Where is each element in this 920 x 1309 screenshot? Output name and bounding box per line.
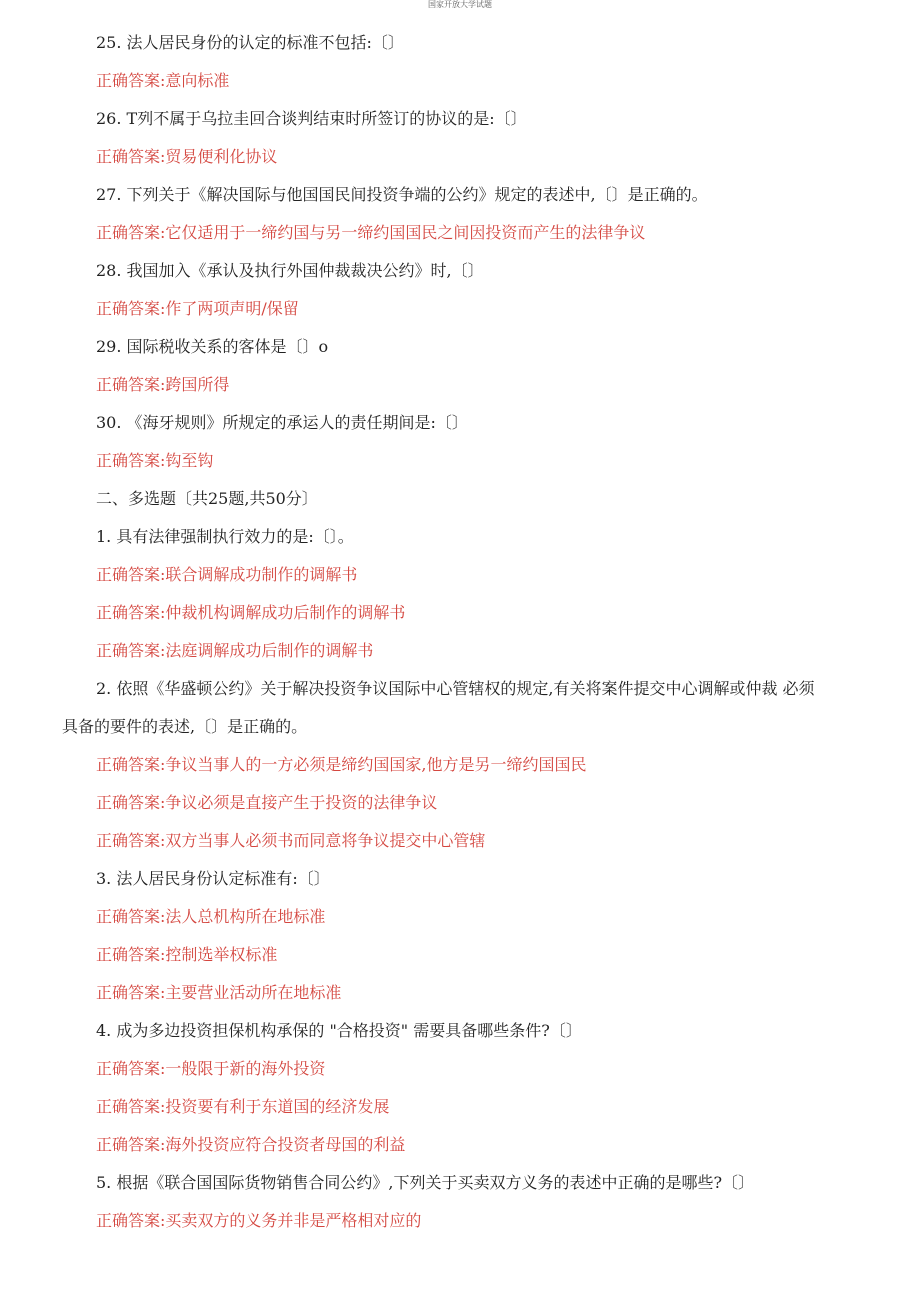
page-header: 国家开放大学试题 (428, 0, 492, 9)
question-line: 29. 国际税收关系的客体是〔〕o (96, 337, 329, 356)
answer-line: 正确答案:主要营业活动所在地标准 (96, 983, 342, 1002)
answer-line: 正确答案:海外投资应符合投资者母国的利益 (96, 1135, 406, 1154)
document-body (0, 24, 920, 1240)
answer-line: 正确答案:争议必须是直接产生于投资的法律争议 (96, 793, 438, 812)
answer-line: 正确答案:双方当事人必须书而同意将争议提交中心管辖 (96, 831, 486, 850)
answer-line: 正确答案:一般限于新的海外投资 (96, 1059, 326, 1078)
question-line: 30. 《海牙规则》所规定的承运人的责任期间是:〔〕 (96, 413, 468, 432)
question-line: 28. 我国加入《承认及执行外国仲裁裁决公约》时,〔〕 (96, 261, 484, 280)
answer-line: 正确答案:法人总机构所在地标准 (96, 907, 326, 926)
answer-line: 正确答案:跨国所得 (96, 375, 230, 394)
section-heading: 二、多选题〔共25题,共50分〕 (96, 489, 318, 508)
answer-line: 正确答案:作了两项声明/保留 (96, 299, 299, 318)
question-line: 2. 依照《华盛顿公约》关于解决投资争议国际中心管辖权的规定,有关将案件提交中心调解或仲裁 必须 (96, 679, 815, 698)
answer-line: 正确答案:法庭调解成功后制作的调解书 (96, 641, 374, 660)
question-line: 26. T列不属于乌拉圭回合谈判结束时所签订的协议的是:〔〕 (96, 109, 527, 128)
question-line: 25. 法人居民身份的认定的标准不包括:〔〕 (96, 33, 404, 52)
answer-line: 正确答案:钩至钩 (96, 451, 214, 470)
question-line-continued: 具备的要件的表述,〔〕是正确的。 (62, 717, 308, 736)
answer-line: 正确答案:投资要有利于东道国的经济发展 (96, 1097, 390, 1116)
answer-line: 正确答案:买卖双方的义务并非是严格相对应的 (96, 1211, 422, 1230)
answer-line: 正确答案:仲裁机构调解成功后制作的调解书 (96, 603, 406, 622)
question-line: 3. 法人居民身份认定标准有:〔〕 (96, 869, 330, 888)
answer-line: 正确答案:联合调解成功制作的调解书 (96, 565, 358, 584)
answer-line: 正确答案:贸易便利化协议 (96, 147, 278, 166)
answer-line: 正确答案:意向标准 (96, 71, 230, 90)
question-line: 27. 下列关于《解决国际与他国国民间投资争端的公约》规定的表述中,〔〕是正确的。 (96, 185, 708, 204)
question-line: 1. 具有法律强制执行效力的是:〔〕。 (96, 527, 354, 546)
question-line: 4. 成为多边投资担保机构承保的 "合格投资" 需要具备哪些条件?〔〕 (96, 1021, 582, 1040)
answer-line: 正确答案:争议当事人的一方必须是缔约国国家,他方是另一缔约国国民 (96, 755, 587, 774)
answer-line: 正确答案:控制选举权标准 (96, 945, 278, 964)
answer-line: 正确答案:它仅适用于一缔约国与另一缔约国国民之间因投资而产生的法律争议 (96, 223, 646, 242)
question-line: 5. 根据《联合国国际货物销售合同公约》,下列关于买卖双方义务的表述中正确的是哪些?〔〕 (96, 1173, 755, 1192)
